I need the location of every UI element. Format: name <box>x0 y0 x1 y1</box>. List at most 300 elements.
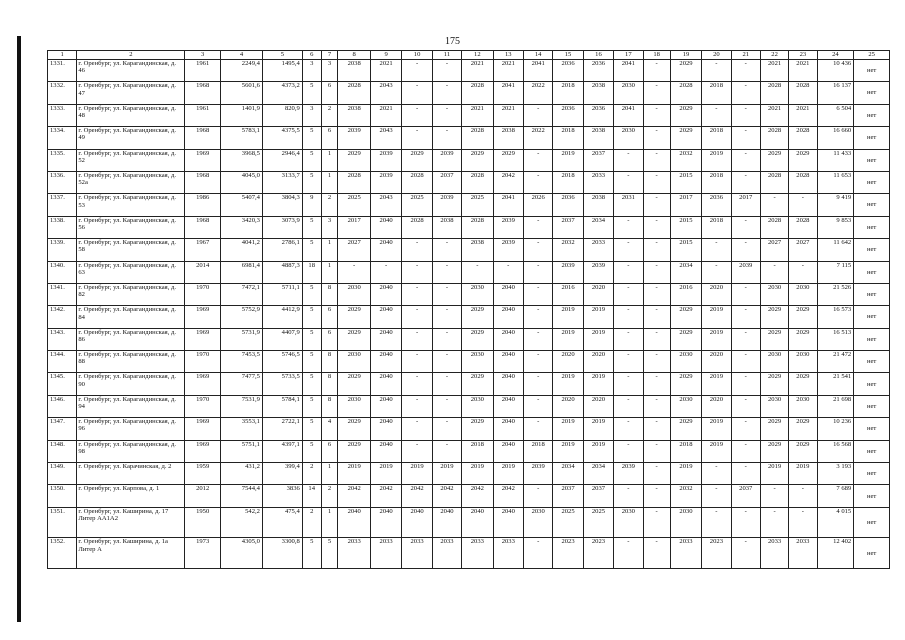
year-cell: 1969 <box>185 328 221 350</box>
data-cell: - <box>402 440 432 462</box>
address-cell: г. Оренбург, ул. Карпова, д. 1 <box>77 485 185 507</box>
data-cell: 2040 <box>370 351 401 373</box>
data-cell: 2042 <box>462 485 493 507</box>
data-cell: 2029 <box>462 306 493 328</box>
address-cell: г. Оренбург, ул. Карагандинская, д. 47 <box>77 82 185 104</box>
data-cell: 2039 <box>523 463 552 485</box>
data-cell: 2030 <box>462 395 493 417</box>
data-cell: 2 <box>302 463 321 485</box>
data-cell: 2027 <box>760 239 788 261</box>
row-number-cell: 1344. <box>48 351 77 373</box>
total-cell: 12 402 <box>817 538 854 569</box>
data-cell: 5 <box>302 283 321 305</box>
data-cell: - <box>614 216 643 238</box>
data-cell: - <box>702 60 731 82</box>
data-cell: - <box>614 306 643 328</box>
total-cell: 11 653 <box>817 171 854 193</box>
data-cell: - <box>432 373 461 395</box>
data-cell: 1 <box>321 149 338 171</box>
area-cell: 7477,5 <box>221 373 263 395</box>
row-number-cell: 1336. <box>48 171 77 193</box>
year-cell: 1959 <box>185 463 221 485</box>
data-cell: 2022 <box>523 82 552 104</box>
column-header: 5 <box>262 51 302 60</box>
data-cell: 2038 <box>462 239 493 261</box>
data-cell: 1 <box>321 171 338 193</box>
data-cell: 2028 <box>338 171 371 193</box>
column-header: 10 <box>402 51 432 60</box>
data-cell: - <box>643 507 670 538</box>
data-cell: 2030 <box>670 395 701 417</box>
flag-cell: нет <box>854 194 890 216</box>
data-cell: 2029 <box>760 418 788 440</box>
data-cell: 2043 <box>370 194 401 216</box>
data-cell: - <box>614 171 643 193</box>
area-cell: 5752,9 <box>221 306 263 328</box>
area-cell: 3420,3 <box>221 216 263 238</box>
column-header: 24 <box>817 51 854 60</box>
flag-cell: нет <box>854 418 890 440</box>
data-cell: - <box>643 351 670 373</box>
data-cell: - <box>643 261 670 283</box>
year-cell: 1969 <box>185 306 221 328</box>
data-cell: 2028 <box>338 82 371 104</box>
column-header: 8 <box>338 51 371 60</box>
data-cell: 2025 <box>338 194 371 216</box>
data-cell: - <box>402 373 432 395</box>
data-cell: 2019 <box>462 463 493 485</box>
table-row <box>48 216 890 238</box>
data-cell: - <box>643 104 670 126</box>
data-cell: 2033 <box>760 538 788 569</box>
data-cell: 2040 <box>432 507 461 538</box>
data-cell: 2018 <box>462 440 493 462</box>
data-cell: 8 <box>321 283 338 305</box>
data-cell: 2037 <box>583 149 613 171</box>
year-cell: 1969 <box>185 418 221 440</box>
data-cell: - <box>643 216 670 238</box>
data-cell: 2019 <box>583 440 613 462</box>
data-cell: 2028 <box>670 82 701 104</box>
data-cell: 2015 <box>670 216 701 238</box>
data-cell: 5 <box>302 171 321 193</box>
total-cell: 21 541 <box>817 373 854 395</box>
data-cell: 2028 <box>760 216 788 238</box>
data-cell: - <box>643 538 670 569</box>
flag-cell: нет <box>854 538 890 569</box>
data-cell: - <box>789 261 817 283</box>
area-cell: 5751,1 <box>221 440 263 462</box>
column-header: 4 <box>221 51 263 60</box>
data-cell: 14 <box>302 485 321 507</box>
data-cell: 2033 <box>370 538 401 569</box>
data-cell: - <box>643 127 670 149</box>
data-cell: - <box>614 395 643 417</box>
data-cell: 2019 <box>338 463 371 485</box>
data-cell: 2028 <box>402 171 432 193</box>
data-cell: 2032 <box>670 149 701 171</box>
data-cell: 2019 <box>553 440 583 462</box>
data-cell: 2020 <box>583 395 613 417</box>
data-cell: - <box>643 194 670 216</box>
data-cell: 2030 <box>462 283 493 305</box>
data-cell: 3 <box>302 104 321 126</box>
data-cell: - <box>614 351 643 373</box>
data-cell: - <box>523 149 552 171</box>
data-cell: 2019 <box>553 373 583 395</box>
row-number-cell: 1350. <box>48 485 77 507</box>
data-cell: 2030 <box>670 351 701 373</box>
area-cell: 4045,0 <box>221 171 263 193</box>
data-cell: - <box>731 328 760 350</box>
year-cell: 2012 <box>185 485 221 507</box>
column-header: 20 <box>702 51 731 60</box>
flag-cell: нет <box>854 149 890 171</box>
data-cell: 2036 <box>702 194 731 216</box>
data-cell: 2017 <box>670 194 701 216</box>
flag-cell: нет <box>854 395 890 417</box>
data-cell: 2040 <box>493 306 523 328</box>
data-cell: 2040 <box>370 395 401 417</box>
data-cell: 2029 <box>402 149 432 171</box>
data-cell: 2030 <box>462 351 493 373</box>
area-cell: 2946,4 <box>262 149 302 171</box>
data-cell: 2029 <box>462 149 493 171</box>
data-cell: 2019 <box>702 328 731 350</box>
data-cell: - <box>614 149 643 171</box>
area-cell: 7453,5 <box>221 351 263 373</box>
flag-cell: нет <box>854 306 890 328</box>
data-cell: 2037 <box>731 485 760 507</box>
data-cell: 2025 <box>462 194 493 216</box>
data-cell: 5 <box>302 216 321 238</box>
area-cell: 475,4 <box>262 507 302 538</box>
data-cell: 2029 <box>760 440 788 462</box>
table-row <box>48 418 890 440</box>
column-header: 2 <box>77 51 185 60</box>
total-cell: 3 193 <box>817 463 854 485</box>
data-cell: 2018 <box>702 171 731 193</box>
data-cell: 2029 <box>338 418 371 440</box>
data-cell: 2033 <box>432 538 461 569</box>
data-cell: 2042 <box>338 485 371 507</box>
data-cell: - <box>614 283 643 305</box>
column-header: 15 <box>553 51 583 60</box>
data-cell: 2033 <box>583 239 613 261</box>
area-cell: 5784,1 <box>262 395 302 417</box>
table-row <box>48 127 890 149</box>
year-cell: 1968 <box>185 127 221 149</box>
data-cell: 3 <box>321 216 338 238</box>
data-cell: - <box>702 261 731 283</box>
table-row <box>48 60 890 82</box>
data-cell: 2029 <box>670 328 701 350</box>
data-cell: - <box>731 171 760 193</box>
data-cell: 2022 <box>523 127 552 149</box>
data-cell: 2020 <box>553 351 583 373</box>
data-cell: 5 <box>302 395 321 417</box>
area-cell: 4373,2 <box>262 82 302 104</box>
row-number-cell: 1345. <box>48 373 77 395</box>
data-cell: 2028 <box>402 216 432 238</box>
table-row <box>48 440 890 462</box>
data-cell: 2019 <box>583 373 613 395</box>
flag-cell: нет <box>854 261 890 283</box>
data-cell: 2030 <box>760 283 788 305</box>
data-cell: 2040 <box>462 507 493 538</box>
flag-cell: нет <box>854 82 890 104</box>
area-cell: 542,2 <box>221 507 263 538</box>
data-cell: 2041 <box>614 60 643 82</box>
data-cell: 2029 <box>338 328 371 350</box>
area-cell: 5733,5 <box>262 373 302 395</box>
row-number-cell: 1335. <box>48 149 77 171</box>
area-cell: 5601,6 <box>221 82 263 104</box>
data-cell: - <box>402 239 432 261</box>
total-cell: 7 115 <box>817 261 854 283</box>
area-cell: 3553,1 <box>221 418 263 440</box>
total-cell: 4 015 <box>817 507 854 538</box>
data-cell: 2018 <box>702 82 731 104</box>
data-cell: 2040 <box>370 507 401 538</box>
data-cell: 2040 <box>493 373 523 395</box>
data-cell: 2019 <box>702 440 731 462</box>
data-cell: - <box>643 82 670 104</box>
data-cell: 2029 <box>670 60 701 82</box>
data-cell: - <box>614 440 643 462</box>
column-header: 13 <box>493 51 523 60</box>
table-row <box>48 261 890 283</box>
data-cell: 2038 <box>432 216 461 238</box>
area-cell: 4041,2 <box>221 239 263 261</box>
data-cell: - <box>523 395 552 417</box>
left-margin-bar <box>17 36 21 622</box>
row-number-cell: 1351. <box>48 507 77 538</box>
data-cell: 2032 <box>670 485 701 507</box>
total-cell: 16 513 <box>817 328 854 350</box>
year-cell: 2014 <box>185 261 221 283</box>
data-cell: 2029 <box>670 104 701 126</box>
table-row <box>48 485 890 507</box>
data-cell: 2029 <box>493 149 523 171</box>
area-cell: 820,9 <box>262 104 302 126</box>
data-cell: 2023 <box>553 538 583 569</box>
data-cell: 2030 <box>338 351 371 373</box>
data-cell: - <box>702 507 731 538</box>
flag-cell: нет <box>854 283 890 305</box>
table-row <box>48 395 890 417</box>
data-cell: - <box>614 328 643 350</box>
data-cell: 2021 <box>789 60 817 82</box>
year-cell: 1961 <box>185 104 221 126</box>
data-cell: - <box>523 261 552 283</box>
data-cell: - <box>731 60 760 82</box>
data-cell: 2039 <box>432 194 461 216</box>
data-cell: 2019 <box>553 149 583 171</box>
data-cell: 2033 <box>402 538 432 569</box>
data-cell: 2019 <box>553 328 583 350</box>
data-cell: - <box>614 373 643 395</box>
total-cell: 21 698 <box>817 395 854 417</box>
data-cell: 1 <box>321 507 338 538</box>
data-cell: 2018 <box>702 216 731 238</box>
table-body <box>48 60 890 569</box>
data-cell: 2027 <box>338 239 371 261</box>
data-cell: - <box>614 485 643 507</box>
data-cell: 2021 <box>370 60 401 82</box>
total-cell: 10 236 <box>817 418 854 440</box>
data-cell: 2027 <box>789 239 817 261</box>
data-cell: - <box>643 306 670 328</box>
data-cell: 2030 <box>789 351 817 373</box>
column-header: 25 <box>854 51 890 60</box>
data-cell: - <box>731 418 760 440</box>
data-cell: 2039 <box>553 261 583 283</box>
data-cell: 2029 <box>670 418 701 440</box>
data-cell: 2039 <box>614 463 643 485</box>
data-cell: 2029 <box>338 440 371 462</box>
data-cell: - <box>731 440 760 462</box>
total-cell: 16 660 <box>817 127 854 149</box>
table-row <box>48 194 890 216</box>
data-cell: - <box>614 239 643 261</box>
data-cell: - <box>702 104 731 126</box>
data-cell: - <box>523 306 552 328</box>
table-row <box>48 171 890 193</box>
data-cell: 2019 <box>670 463 701 485</box>
data-cell: - <box>702 485 731 507</box>
data-cell: 2029 <box>670 127 701 149</box>
flag-cell: нет <box>854 104 890 126</box>
total-cell: 11 642 <box>817 239 854 261</box>
data-cell: - <box>643 283 670 305</box>
data-cell: - <box>523 538 552 569</box>
data-cell: - <box>731 538 760 569</box>
housing-table <box>47 50 890 569</box>
data-cell: 2016 <box>670 283 701 305</box>
data-cell: 5 <box>302 328 321 350</box>
data-cell: 2029 <box>789 328 817 350</box>
data-cell: - <box>731 373 760 395</box>
data-cell: - <box>432 261 461 283</box>
address-cell: г. Оренбург, ул. Карагандинская, д. 48 <box>77 104 185 126</box>
data-cell: - <box>643 463 670 485</box>
flag-cell: нет <box>854 507 890 538</box>
data-cell: 4 <box>321 418 338 440</box>
data-cell: 2036 <box>553 104 583 126</box>
data-cell: 5 <box>302 538 321 569</box>
data-cell: 2040 <box>370 440 401 462</box>
data-cell: 2019 <box>402 463 432 485</box>
flag-cell: нет <box>854 171 890 193</box>
data-cell: 2039 <box>583 261 613 283</box>
data-cell: 2034 <box>670 261 701 283</box>
column-header: 18 <box>643 51 670 60</box>
data-cell: - <box>432 395 461 417</box>
total-cell: 6 504 <box>817 104 854 126</box>
area-cell: 4305,0 <box>221 538 263 569</box>
data-cell: 2019 <box>493 463 523 485</box>
data-cell: - <box>760 507 788 538</box>
data-cell: 5 <box>302 440 321 462</box>
data-cell: - <box>523 171 552 193</box>
data-cell: 2015 <box>670 171 701 193</box>
address-cell: г. Оренбург, ул. Карачинская, д. 2 <box>77 463 185 485</box>
data-cell: 2030 <box>614 127 643 149</box>
data-cell: 2017 <box>338 216 371 238</box>
data-cell: 2029 <box>789 149 817 171</box>
total-cell: 11 433 <box>817 149 854 171</box>
column-header: 19 <box>670 51 701 60</box>
flag-cell: нет <box>854 351 890 373</box>
table-row <box>48 283 890 305</box>
address-cell: г. Оренбург, ул. Карагандинская, д. 82 <box>77 283 185 305</box>
address-cell: г. Оренбург, ул. Карагандинская, д. 90 <box>77 373 185 395</box>
row-number-cell: 1339. <box>48 239 77 261</box>
address-cell: г. Оренбург, ул. Карагандинская, д. 58 <box>77 239 185 261</box>
address-cell: г. Оренбург, ул. Карагандинская, д. 53 <box>77 194 185 216</box>
data-cell: 1 <box>321 261 338 283</box>
data-cell: 2041 <box>493 194 523 216</box>
data-cell: 2020 <box>702 351 731 373</box>
data-cell: 5 <box>321 538 338 569</box>
year-cell: 1969 <box>185 440 221 462</box>
data-cell: 2018 <box>553 171 583 193</box>
data-cell: 2019 <box>583 328 613 350</box>
data-cell: 2020 <box>553 395 583 417</box>
data-cell: - <box>760 194 788 216</box>
data-cell: - <box>402 60 432 82</box>
data-cell: - <box>402 283 432 305</box>
data-cell: 2030 <box>670 507 701 538</box>
data-cell: 2023 <box>583 538 613 569</box>
row-number-cell: 1347. <box>48 418 77 440</box>
data-cell: - <box>402 127 432 149</box>
flag-cell: нет <box>854 60 890 82</box>
row-number-cell: 1332. <box>48 82 77 104</box>
year-cell: 1961 <box>185 60 221 82</box>
data-cell: - <box>432 351 461 373</box>
area-cell: 4407,9 <box>262 328 302 350</box>
data-cell: 2039 <box>731 261 760 283</box>
table-row <box>48 306 890 328</box>
total-cell: 7 689 <box>817 485 854 507</box>
area-cell: 3300,8 <box>262 538 302 569</box>
data-cell: 2041 <box>523 60 552 82</box>
data-cell: 2037 <box>553 216 583 238</box>
address-cell: г. Оренбург, ул. Карагандинская, д. 84 <box>77 306 185 328</box>
row-number-cell: 1334. <box>48 127 77 149</box>
data-cell: 5 <box>302 239 321 261</box>
data-cell: 2038 <box>338 60 371 82</box>
data-cell: - <box>643 418 670 440</box>
data-cell: - <box>402 395 432 417</box>
data-cell: 2040 <box>370 283 401 305</box>
data-cell: 2037 <box>432 171 461 193</box>
address-cell: г. Оренбург, ул. Карагандинская, д. 52а <box>77 171 185 193</box>
data-cell: - <box>432 104 461 126</box>
area-cell: 5407,4 <box>221 194 263 216</box>
data-cell: 8 <box>321 395 338 417</box>
flag-cell: нет <box>854 328 890 350</box>
table-row <box>48 328 890 350</box>
data-cell: - <box>523 418 552 440</box>
data-cell: - <box>731 149 760 171</box>
data-cell: 2030 <box>614 507 643 538</box>
year-cell: 1969 <box>185 373 221 395</box>
data-cell: 2 <box>321 485 338 507</box>
column-header: 21 <box>731 51 760 60</box>
